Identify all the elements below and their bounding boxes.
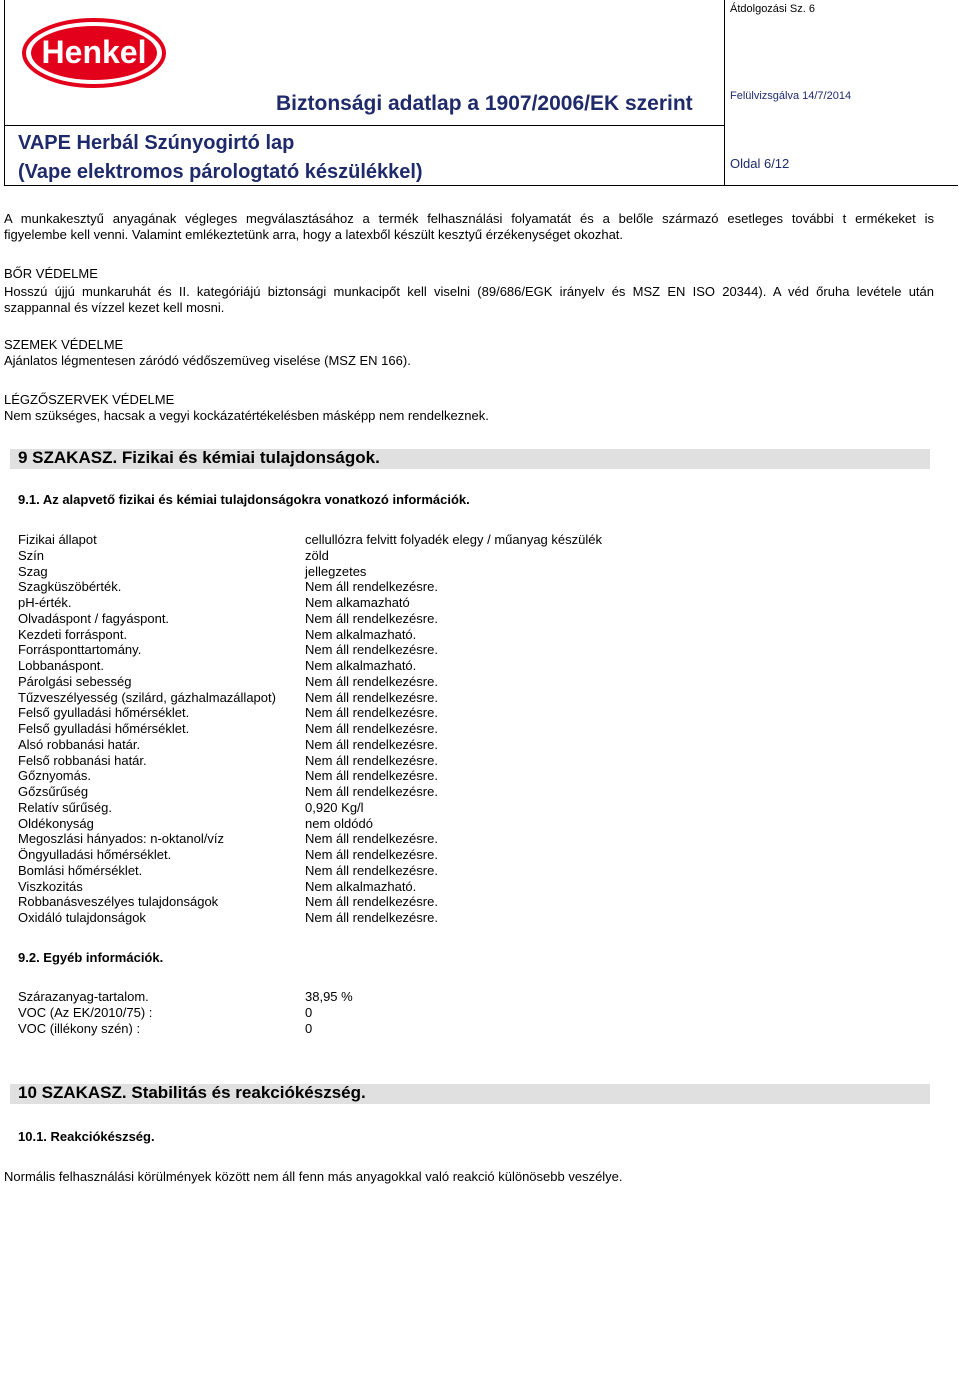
property-name: Szag [18, 563, 48, 579]
header-left-divider [4, 0, 5, 185]
header-top-divider [4, 125, 724, 126]
property-name: Relatív sűrűség. [18, 799, 112, 815]
property-name: Alsó robbanási határ. [18, 736, 141, 752]
gloves-text [4, 211, 934, 243]
property-name: Megoszlási hányados: n-oktanol/víz [18, 831, 224, 847]
property-value: 38,95 % [305, 989, 353, 1004]
gloves-line-2: figyelembe kell venni. Valamint emlékeztetünk arra, hogy a latexből készült kesztyű érzékenységet okozhat. [4, 227, 624, 242]
property-value: Nem áll rendelkezésre. [305, 689, 438, 705]
property-name: Felső gyulladási hőmérséklet. [18, 705, 190, 721]
section-10-1-heading: 10.1. Reakciókészség. [18, 1129, 155, 1144]
property-value: 0,920 Kg/l [305, 799, 364, 815]
property-name: Gőzsűrűség [18, 784, 89, 799]
product-subtitle: (Vape elektromos párologtató készülékkel) [18, 161, 423, 183]
resp-text: Nem szükséges, hacsak a vegyi kockázatértékelésben másképp nem rendelkeznek. [4, 408, 489, 423]
section-9-header [10, 448, 930, 469]
property-value: zöld [305, 547, 329, 563]
property-name: pH-érték. [18, 595, 72, 610]
property-value: nem oldódó [305, 815, 373, 831]
property-name: Szín [18, 547, 45, 563]
respiratory-protection [4, 392, 489, 424]
property-value: Nem áll rendelkezésre. [305, 736, 438, 752]
section-10-title: 10 SZAKASZ. Stabilitás és reakciókészség. [18, 1083, 366, 1102]
property-name: Oldékonyság [18, 815, 94, 831]
property-value: Nem áll rendelkezésre. [305, 721, 438, 736]
property-name: Oxidáló tulajdonságok [18, 910, 146, 925]
skin-heading: BŐR VÉDELME [4, 266, 98, 281]
logo-text: Henkel [41, 34, 147, 70]
eyes-text: Ajánlatos légmentesen záródó védőszemüveg viselése (MSZ EN 166). [4, 353, 411, 368]
property-value: Nem áll rendelkezésre. [305, 784, 438, 799]
property-name: Tűzveszélyesség (szilárd, gázhalmazállapot) [18, 689, 276, 705]
property-value: Nem áll rendelkezésre. [305, 579, 438, 595]
skin-line-2: szappannal és vízzel kezet kell mosni. [4, 300, 225, 315]
property-name: Öngyulladási hőmérséklet. [18, 847, 172, 862]
property-value: Nem áll rendelkezésre. [305, 705, 438, 721]
property-value: Nem áll rendelkezésre. [305, 610, 438, 626]
document-title: Biztonsági adatlap a 1907/2006/EK szerint [276, 92, 693, 115]
gloves-line-1: A munkakesztyű anyagának végleges megválasztásához a termék felhasználási folyamatát és a belőle származó esetleges további t ermékeket is [4, 211, 934, 226]
resp-heading: LÉGZŐSZERVEK VÉDELME [4, 392, 175, 407]
property-value: Nem áll rendelkezésre. [305, 768, 438, 784]
property-value: Nem alkamazható [305, 595, 410, 610]
property-value: Nem áll rendelkezésre. [305, 673, 438, 689]
skin-line-1: Hosszú újjú munkaruhát és II. kategóriájú biztonsági munkacipőt kell viselni (89/686/EGK irányelv és MSZ EN ISO 20344). A véd őruha levétele után [4, 284, 934, 299]
property-value: cellullózra felvitt folyadék elegy / műanyag készülék [305, 532, 602, 547]
property-name: Viszkozitás [18, 878, 83, 894]
property-name: Gőznyomás. [18, 768, 91, 784]
eye-protection [4, 337, 411, 369]
section-9-1-heading: 9.1. Az alapvető fizikai és kémiai tulajdonságokra vonatkozó információk. [18, 492, 470, 507]
property-value: 0 [305, 1005, 313, 1020]
property-name: Bomlási hőmérséklet. [18, 862, 143, 878]
property-name: Kezdeti forráspont. [18, 626, 128, 642]
section-10-header [10, 1083, 930, 1104]
property-name: Felső robbanási határ. [18, 752, 147, 768]
section-9-title: 9 SZAKASZ. Fizikai és kémiai tulajdonságok. [18, 448, 380, 467]
property-name: Szárazanyag-tartalom. [18, 989, 149, 1004]
property-value: Nem alkalmazható. [305, 658, 417, 673]
property-value: Nem áll rendelkezésre. [305, 752, 438, 768]
property-value: Nem áll rendelkezésre. [305, 862, 438, 878]
section-9-2-heading: 9.2. Egyéb információk. [18, 950, 164, 965]
property-name: VOC (Az EK/2010/75) : [18, 1005, 153, 1020]
property-value: Nem áll rendelkezésre. [305, 642, 438, 658]
property-value: 0 [305, 1021, 313, 1036]
revision-date: Felülvizsgálva 14/7/2014 [730, 90, 852, 102]
property-name: Szagküszöbérték. [18, 579, 122, 595]
property-name: Olvadáspont / fagyáspont. [18, 610, 170, 626]
property-value: Nem áll rendelkezésre. [305, 847, 438, 862]
revision-number: Átdolgozási Sz. 6 [730, 3, 815, 15]
property-name: Fizikai állapot [18, 532, 97, 547]
page-number: Oldal 6/12 [730, 156, 790, 171]
property-name: VOC (illékony szén) : [18, 1021, 141, 1036]
product-name: VAPE Herbál Szúnyogirtó lap [18, 132, 295, 154]
property-name: Forrásponttartomány. [18, 642, 142, 658]
property-value: Nem alkalmazható. [305, 626, 417, 642]
property-name: Robbanásveszélyes tulajdonságok [18, 894, 219, 910]
skin-protection [4, 266, 934, 316]
property-value: Nem áll rendelkezésre. [305, 831, 438, 847]
property-value: Nem alkalmazható. [305, 878, 417, 894]
eyes-heading: SZEMEK VÉDELME [4, 337, 124, 352]
property-value: jellegzetes [305, 563, 367, 579]
property-value: Nem áll rendelkezésre. [305, 910, 438, 925]
header-bottom-divider [4, 185, 958, 186]
property-name: Felső gyulladási hőmérséklet. [18, 721, 190, 736]
header-vertical-divider [724, 0, 725, 185]
property-name: Párolgási sebesség [18, 673, 132, 689]
henkel-logo [20, 16, 168, 90]
property-value: Nem áll rendelkezésre. [305, 894, 438, 910]
reactivity-text: Normális felhasználási körülmények között nem áll fenn más anyagokkal való reakció különösebb veszélye. [4, 1169, 623, 1184]
property-name: Lobbanáspont. [18, 658, 105, 673]
